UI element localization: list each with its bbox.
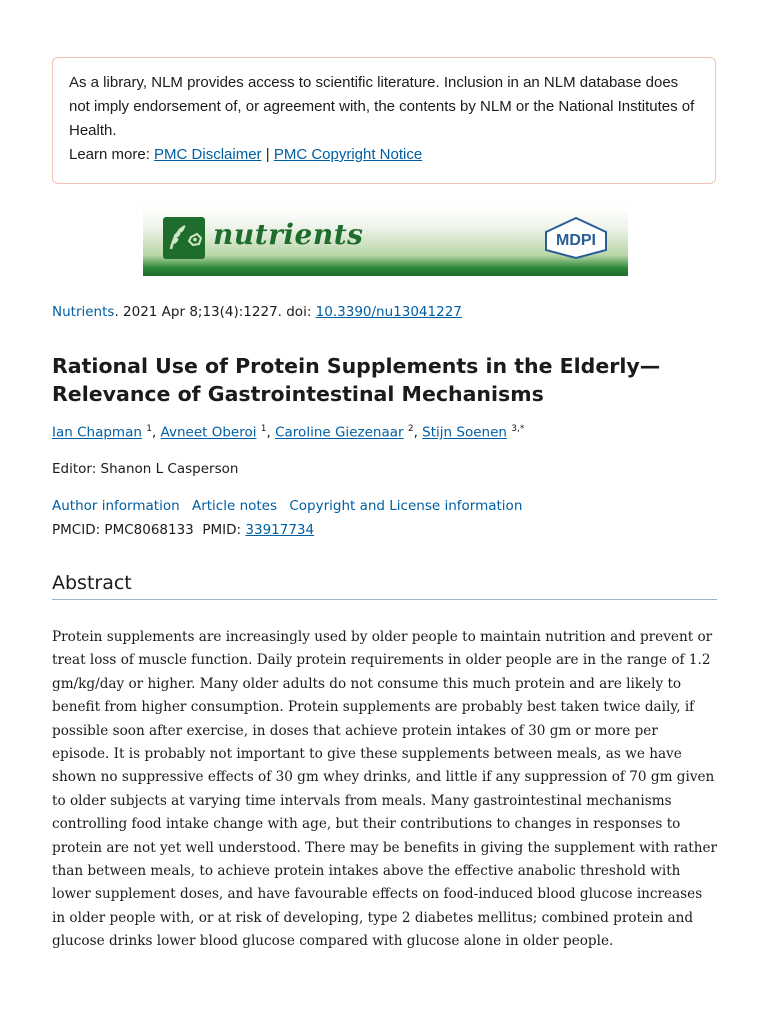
article-title: Rational Use of Protein Supplements in the Elderly—Relevance of Gastrointestinal Mechanisms [52,354,661,406]
author-separator: , [413,424,423,441]
author-affiliation: 1 [260,424,267,434]
learn-more-label: Learn more: [69,146,150,163]
author-separator: , [266,424,276,441]
journal-wordmark: nutrients [213,218,364,251]
article-info-links [52,498,530,514]
author-link[interactable]: Caroline Giezenaar [275,424,404,441]
author-affiliation: 2 [407,424,414,434]
mdpi-logo-text: MDPI [556,232,596,249]
mdpi-logo-icon [544,217,608,259]
notice-separator: | [265,146,270,163]
doi-link[interactable]: 10.3390/nu13041227 [315,304,462,320]
pmid-label: PMID: [202,522,242,538]
article-notes-link[interactable]: Article notes [191,498,278,514]
nlm-disclaimer-notice [52,57,716,184]
journal-banner[interactable] [143,207,628,276]
author-information-link[interactable]: Author information [52,498,180,514]
author-link[interactable]: Stijn Soenen [422,424,507,441]
author-affiliation: 1 [146,424,152,434]
pmcid-label: PMCID: PMC8068133 [52,522,194,538]
copyright-license-link[interactable]: Copyright and License information [289,498,523,514]
abstract-text: Protein supplements are increasingly used by older people to maintain nutrition and prevent or treat loss of muscle function. Daily protein requirements in older people are in the range of 1.2 gm/kg/day or higher. Many older adults do not consume this much protein and are likely to benefit from higher consumption. Protein supplements are probably best taken twice daily, if possible soon after exercise, in doses that achieve protein intakes of 30 gm or more per episode. It is probably not important to give these supplements between meals, as we have shown no suppressive effects of 30 gm whey drinks, and little if any suppression of 70 gm given to older subjects at varying time intervals from meals. Many gastrointestinal mechanisms controlling food intake change with age, but their contributions to changes in responses to protein are not yet well understood. There may be benefits in giving the supplement with rather than between meals, to achieve protein intakes above the effective anabolic threshold with lower supplement doses, and have favourable effects on food-induced blood glucose increases in older people with, or at risk of developing, type 2 diabetes mellitus; combined protein and glucose drinks lower blood glucose compared with glucose alone in older people. [52,629,718,950]
citation-details: . 2021 Apr 8;13(4):1227. doi: [114,304,316,320]
author-separator: , [151,424,161,441]
notice-text: As a library, NLM provides access to scientific literature. Inclusion in an NLM database does not imply endorsement of, or agreement with, the contents by NLM or the National Institutes of Health. [69,74,695,139]
pmc-copyright-link[interactable]: PMC Copyright Notice [273,146,423,163]
editor-line: Editor: Shanon L Casperson [52,461,239,477]
citation-line [52,304,462,320]
author-affiliation: 3,* [511,424,525,434]
author-link[interactable]: Avneet Oberoi [160,424,257,441]
article-identifiers [52,522,314,538]
author-link[interactable]: Ian Chapman [52,424,142,441]
journal-link[interactable]: Nutrients [52,304,115,320]
nutrients-emblem-icon [163,217,205,259]
pmc-disclaimer-link[interactable]: PMC Disclaimer [154,146,262,163]
abstract-heading: Abstract [52,572,717,600]
pmid-link[interactable]: 33917734 [245,522,315,538]
author-list [52,424,524,441]
